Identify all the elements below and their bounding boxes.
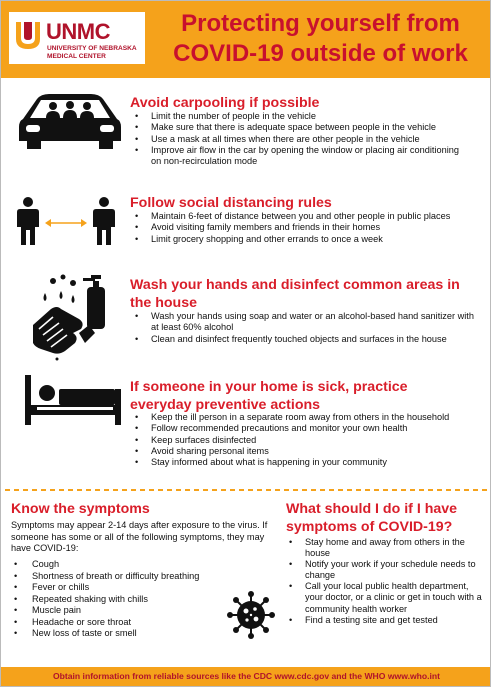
- list-item: • Notify your work if your schedule needs to change: [289, 559, 485, 581]
- section-title-social-distancing: Follow social distancing rules: [130, 195, 332, 211]
- sick-at-home-list: [135, 412, 485, 468]
- what-to-do-list: [289, 537, 485, 626]
- social-distancing-list: [135, 211, 485, 245]
- list-item: • Limit grocery shopping and other errands to once a week: [135, 234, 485, 245]
- list-item: • Wash your hands using soap and water or an alcohol-based hand sanitizer with at least 60% alcohol: [135, 311, 475, 334]
- list-item: • Stay informed about what is happening in your community: [135, 457, 485, 468]
- list-item: • Use a mask at all times when there are other people in the vehicle: [135, 134, 465, 145]
- list-item: • Avoid sharing personal items: [135, 446, 485, 457]
- list-item: • Clean and disinfect frequently touched objects and surfaces in the house: [135, 334, 475, 345]
- list-item: • New loss of taste or smell: [14, 628, 199, 640]
- symptoms-title: Know the symptoms: [11, 501, 150, 517]
- logo-wordmark: UNMC: [46, 19, 110, 44]
- section-title-sick-at-home: If someone in your home is sick, practice everyday preventive actions: [130, 379, 408, 413]
- list-item: • Shortness of breath or difficulty breathing: [14, 571, 199, 583]
- sick-in-bed-icon: [25, 375, 121, 425]
- symptoms-list: [14, 559, 199, 640]
- footer-banner: [1, 667, 491, 687]
- coronavirus-icon: [227, 591, 275, 639]
- list-item: • Find a testing site and get tested: [289, 615, 485, 626]
- list-item: • Stay home and away from others in the house: [289, 537, 485, 559]
- footer-text: Obtain information from reliable sources like the CDC www.cdc.gov and the WHO www.who.int: [52, 671, 441, 681]
- carpooling-list: [135, 111, 465, 167]
- list-item: • Cough: [14, 559, 199, 571]
- list-item: • Follow recommended precautions and monitor your own health: [135, 423, 485, 434]
- section-title-hand-washing: Wash your hands and disinfect common areas in the house: [130, 277, 460, 311]
- unmc-logo-mark-icon: [13, 18, 43, 52]
- symptoms-intro: Symptoms may appear 2-14 days after exposure to the virus. If someone has some or all of the following symptoms, they may have COVID-19:: [11, 520, 268, 554]
- list-item: • Keep the ill person in a separate room away from others in the household: [135, 412, 485, 423]
- logo-subtitle: UNIVERSITY OF NEBRASKA MEDICAL CENTER: [47, 45, 137, 60]
- list-item: • Avoid visiting family members and friends in their homes: [135, 222, 485, 233]
- list-item: • Fever or chills: [14, 582, 199, 594]
- section-title-carpooling: Avoid carpooling if possible: [130, 95, 320, 111]
- list-item: • Call your local public health department, your doctor, or a clinic or get in touch with a community health worker: [289, 581, 485, 614]
- social-distance-icon: [15, 197, 119, 245]
- what-to-do-title: What should I do if I have symptoms of COVID-19?: [286, 501, 458, 535]
- list-item: • Limit the number of people in the vehicle: [135, 111, 465, 122]
- page-title: Protecting yourself from COVID-19 outside of work: [173, 10, 468, 67]
- hand-washing-icon: [31, 273, 111, 361]
- list-item: • Repeated shaking with chills: [14, 594, 199, 606]
- hand-washing-list: [135, 311, 475, 345]
- list-item: • Maintain 6-feet of distance between you and other people in public places: [135, 211, 485, 222]
- list-item: • Improve air flow in the car by opening the window or placing air conditioning on non-recirculation mode: [135, 145, 465, 168]
- unmc-logo: [9, 12, 145, 64]
- header-banner: [1, 1, 491, 78]
- list-item: • Muscle pain: [14, 605, 199, 617]
- list-item: • Make sure that there is adequate space between people in the vehicle: [135, 122, 465, 133]
- list-item: • Headache or sore throat: [14, 617, 199, 629]
- list-item: • Keep surfaces disinfected: [135, 435, 485, 446]
- dashed-divider: [1, 488, 491, 492]
- car-with-people-icon: [17, 89, 123, 151]
